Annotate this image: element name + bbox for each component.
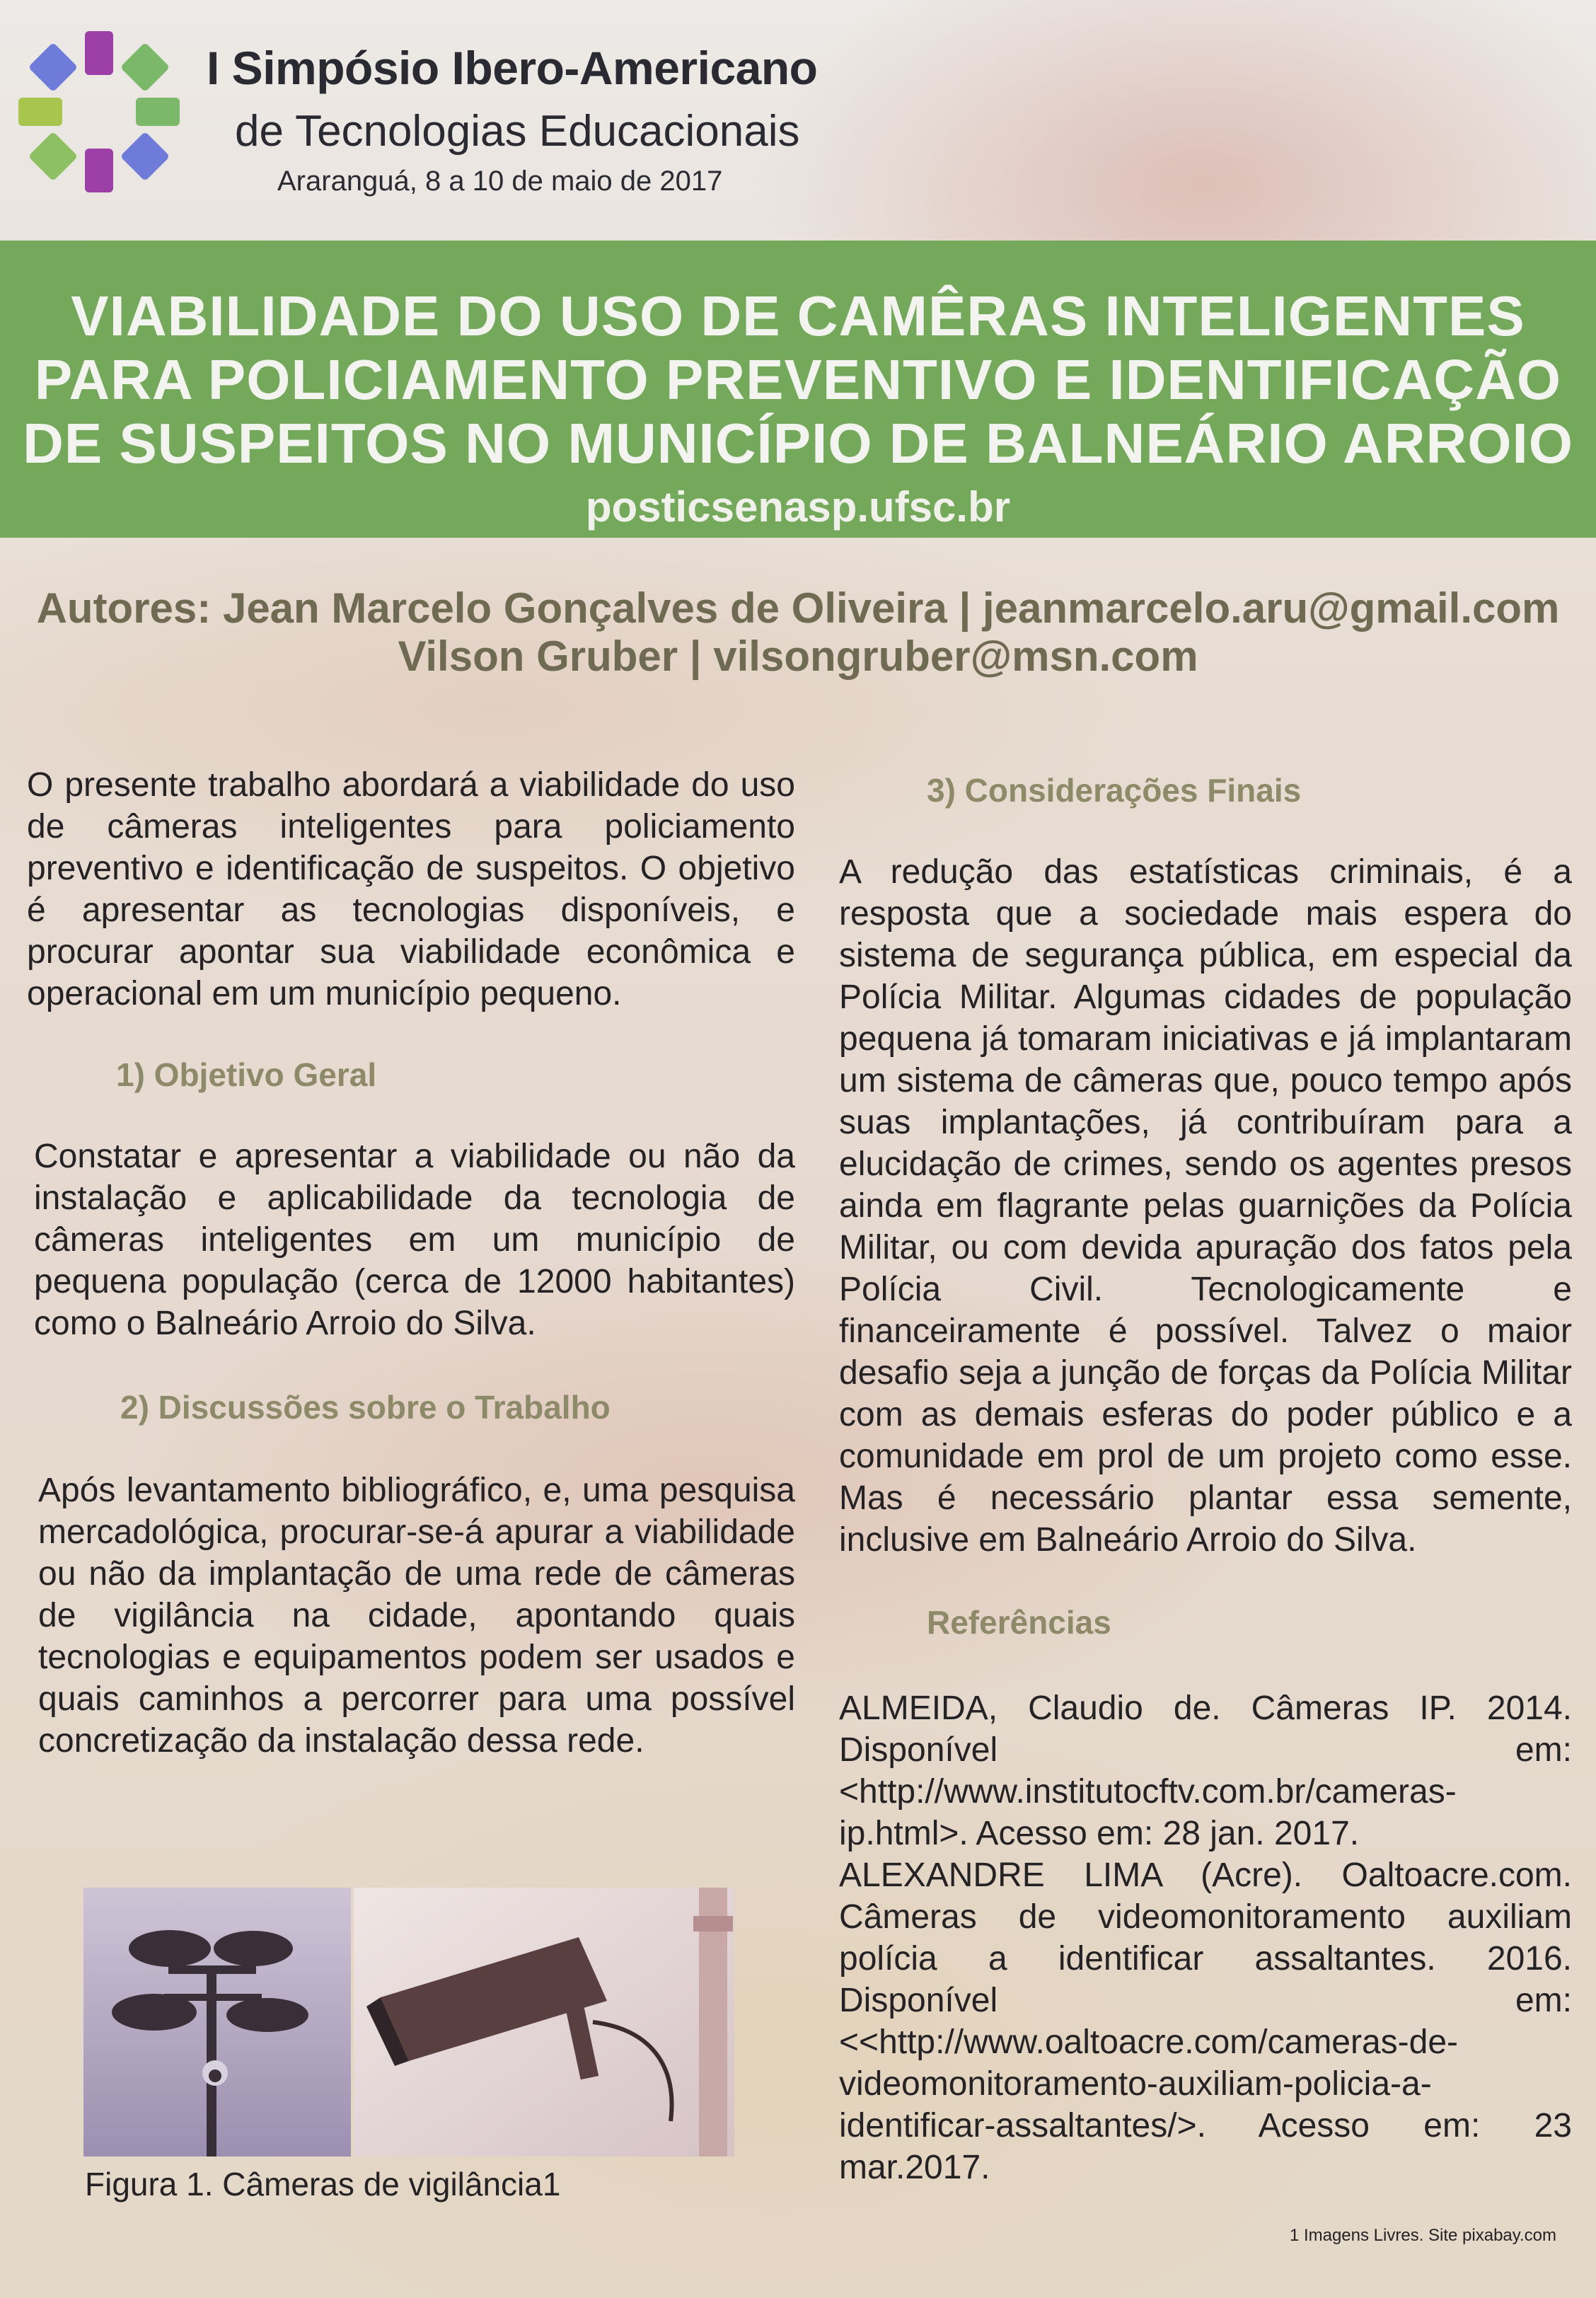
intro-paragraph: O presente trabalho abordará a viabilidade do uso de câmeras inteligentes para policiamento preventivo e identificação de suspeitos. O objetivo é apresentar as tecnologias disponíveis, e procurar apontar sua viabilidade econômica e operacional em um município pequeno. (27, 766, 795, 1012)
symposium-logo-icon (14, 27, 184, 197)
conclusions-paragraph: A redução das estatísticas criminais, é a resposta que a sociedade mais espera do sistema de segurança pública, em especial da Polícia Militar. Algumas cidades de população pequena já tomaram iniciativas e já implantaram um sistema de câmeras que, pouco tempo após suas implantações, já contribuíram para a elucidação de crimes, sendo os agentes presos ainda em flagrante pelas guarnições da Polícia Militar, ou com devida apuração dos fatos pela Polícia Civil. Tecnologicamente e financeiramente é possível. Talvez o maior desafio seja a junção de forças da Polícia Militar com as demais esferas do poder público e a comunidade em prol de um projeto como esse. Mas é necessário plantar essa semente, inclusive em Balneário Arroio do Silva. (839, 853, 1572, 1559)
symposium-subtitle: de Tecnologias Educacionais (235, 107, 800, 156)
symposium-date: Araranguá, 8 a 10 de maio de 2017 (277, 166, 723, 197)
reference-item: ALEXANDRE LIMA (Acre). Oaltoacre.com. Câmeras de videomonitoramento auxiliam polícia a identificar assaltantes. 2016. Disponível em:<<http://www.oaltoacre.com/cameras-de-videomonitoramento-auxiliam-policia-a-identificar-assaltantes/>. Acesso em: 23 mar.2017. (839, 1857, 1572, 2186)
left-column (27, 764, 795, 1762)
poster-title-line: PARA POLICIAMENTO PREVENTIVO E IDENTIFICAÇÃO (34, 348, 1562, 411)
poster-title-line: DE SUSPEITOS NO MUNICÍPIO DE BALNEÁRIO ARROIO (23, 412, 1573, 475)
symposium-title: I Simpósio Ibero-Americano (207, 42, 818, 94)
poster-title (0, 284, 1596, 475)
author-line-1: Autores: Jean Marcelo Gonçalves de Oliveira | jeanmarcelo.aru@gmail.com (36, 584, 1560, 632)
section-heading-objective: 1) Objetivo Geral (116, 1056, 377, 1093)
surveillance-cameras-figure (83, 1888, 734, 2156)
poster-header (0, 0, 1596, 241)
section-heading-discussion: 2) Discussões sobre o Trabalho (120, 1389, 611, 1426)
discussion-paragraph: Após levantamento bibliográfico, e, uma pesquisa mercadológica, procurar-se-á apurar a viabilidade ou não da implantação de uma rede de câmeras de vigilância na cidade, apontando quais tecnologias e equipamentos podem ser usados e quais caminhos a percorrer para uma possível concretização da instalação dessa rede. (38, 1472, 795, 1760)
footnote: 1 Imagens Livres. Site pixabay.com (1289, 2226, 1556, 2245)
authors-block (0, 584, 1596, 681)
objective-paragraph: Constatar e apresentar a viabilidade ou não da instalação e aplicabilidade da tecnologia de câmeras inteligentes em um município de pequena população (cerca de 12000 habitantes) como o Balneário Arroio do Silva. (34, 1138, 795, 1342)
section-heading-conclusions: 3) Considerações Finais (927, 772, 1302, 809)
right-column (839, 764, 1572, 2188)
poster-title-line: VIABILIDADE DO USO DE CAMÊRAS INTELIGENTES (71, 284, 1525, 347)
reference-item: ALMEIDA, Claudio de. Câmeras IP. 2014. Disponível em:<http://www.institutocftv.com.br/cameras-ip.html>. Acesso em: 28 jan. 2017. (839, 1690, 1572, 1852)
figure-caption: Figura 1. Câmeras de vigilância1 (85, 2166, 561, 2202)
author-line-2: Vilson Gruber | vilsongruber@msn.com (398, 633, 1198, 680)
section-heading-references: Referências (927, 1604, 1111, 1641)
poster-url: posticsenasp.ufsc.br (585, 483, 1011, 531)
